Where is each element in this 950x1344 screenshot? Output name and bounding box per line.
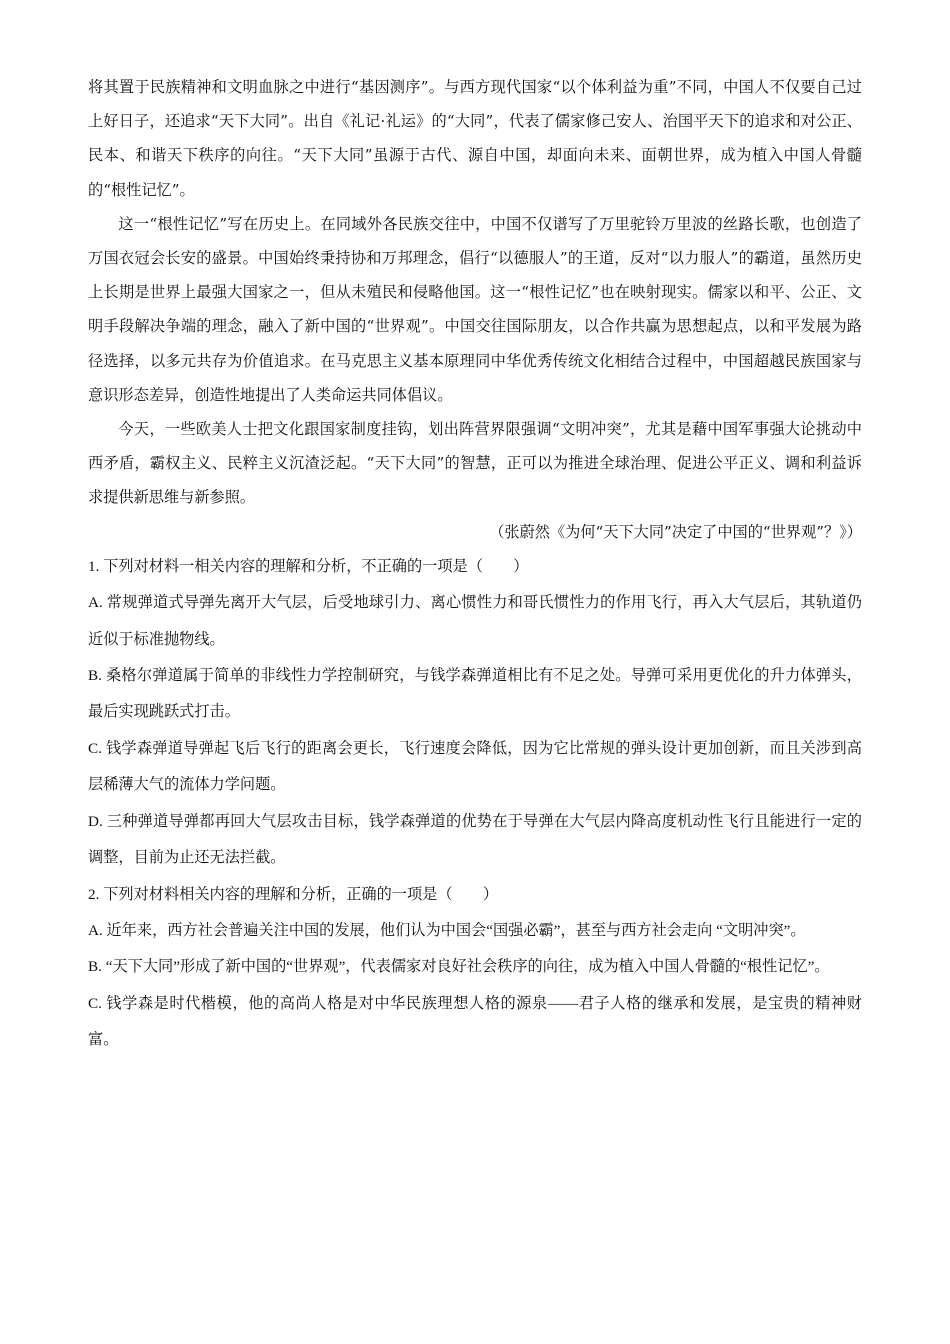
passage-source-citation: （张蔚然《为何“天下大同”决定了中国的“世界观”？》） (489, 522, 862, 541)
question-1-option-d: D. 三种弹道导弹都再回大气层攻击目标，钱学森弹道的优势在于导弹在大气层内降高度机动性飞行且能进行一定的调整，目前为止还无法拦截。 (88, 812, 862, 867)
question-2-option-c: C. 钱学森是时代楷模，他的高尚人格是对中华民族理想人格的源泉——君子人格的继承和发展，是宝贵的精神财富。 (88, 994, 862, 1049)
question-2-option-b: B. “天下大同”形成了新中国的“世界观”，代表儒家对良好社会秩序的向往，成为植入中国人骨髓的“根性记忆”。 (88, 958, 830, 976)
question-1-option-c: C. 钱学森弹道导弹起飞后飞行的距离会更长，飞行速度会降低，因为它比常规的弹头设计更加创新，而且关涉到高层稀薄大气的流体力学问题。 (88, 739, 862, 794)
question-1-stem: 1. 下列对材料一相关内容的理解和分析，不正确的一项是（ ） (88, 557, 529, 575)
question-2-option-a: A. 近年来，西方社会普遍关注中国的发展，他们认为中国会“国强必霸”，甚至与西方社会走向 “文明冲突”。 (88, 921, 806, 939)
question-1-option-a: A. 常规弹道式导弹先离开大气层，后受地球引力、离心惯性力和哥氏惯性力的作用飞行，再入大气层后，其轨道仍近似于标准抛物线。 (88, 594, 862, 648)
document-page (88, 70, 862, 1059)
passage-paragraph-2: 这一“根性记忆”写在历史上。在同域外各民族交往中，中国不仅谱写了万里驼铃万里波的丝路长歌，也创造了万国衣冠会长安的盛景。中国始终秉持协和万邦理念，倡行“以德服人”的王道，反对“以力服人”的霸道，虽然历史上长期是世界上最强大国家之一，但从未殖民和侵略他国。这一“根性记忆”也在映射现实。儒家以和平、公正、文明手段解决争端的理念，融入了新中国的“世界观”。中国交往国际朋友，以合作共赢为思想起点，以和平发展为路径选择，以多元共存为价值追求。在马克思主义基本原理同中华优秀传统文化相结合过程中，中国超越民族国家与意识形态差异，创造性地提出了人类命运共同体倡议。 (88, 214, 862, 404)
passage-paragraph-1: 将其置于民族精神和文明血脉之中进行“基因测序”。与西方现代国家“以个体利益为重”不同，中国人不仅要自己过上好日子，还追求“天下大同”。出自《礼记·礼运》的“大同”，代表了儒家修己安人、治国平天下的追求和对公正、民本、和谐天下秩序的向往。“天下大同”虽源于古代、源自中国，却面向未来、面朝世界，成为植入中国人骨髓的“根性记忆”。 (88, 78, 862, 199)
passage-paragraph-3: 今天，一些欧美人士把文化跟国家制度挂钩，划出阵营界限强调“文明冲突”，尤其是藉中国军事强大论挑动中西矛盾，霸权主义、民粹主义沉渣泛起。“天下大同”的智慧，正可以为推进全球治理、促进公平正义、调和利益诉求提供新思维与新参照。 (88, 420, 862, 507)
question-1-option-b: B. 桑格尔弹道属于简单的非线性力学控制研究，与钱学森弹道相比有不足之处。导弹可采用更优化的升力体弹头，最后实现跳跃式打击。 (88, 667, 862, 721)
question-2-stem: 2. 下列对材料相关内容的理解和分析，正确的一项是（ ） (88, 885, 499, 903)
